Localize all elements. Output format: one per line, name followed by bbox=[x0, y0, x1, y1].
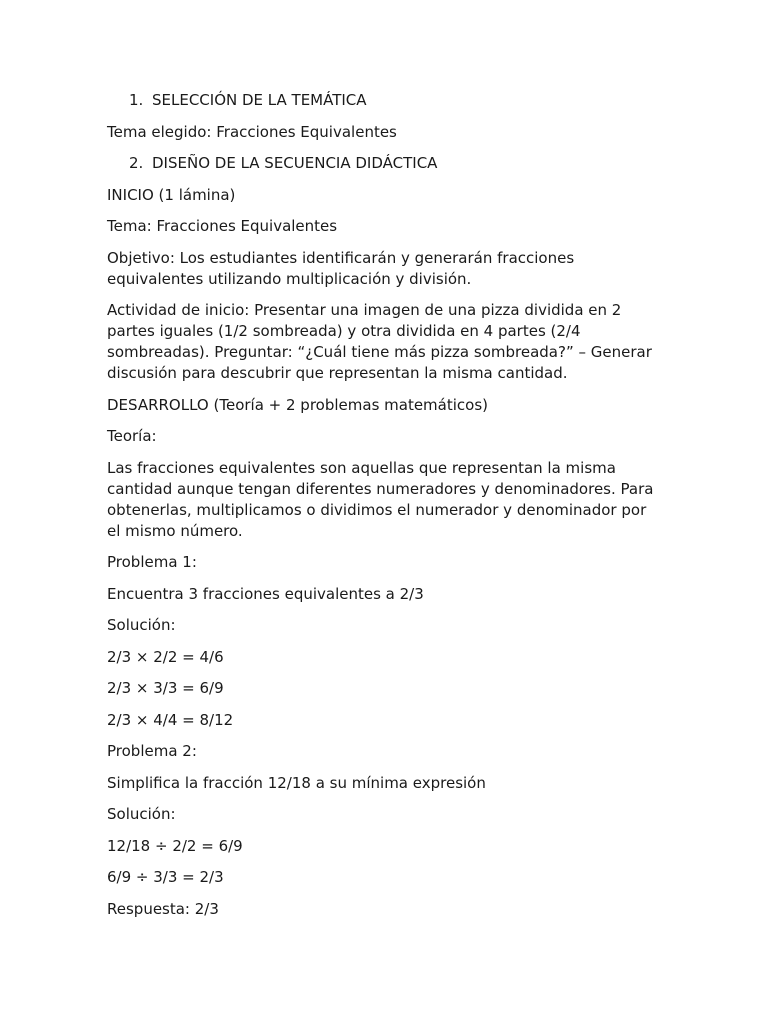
actividad-paragraph: Actividad de inicio: Presentar una imagen de una pizza dividida en 2 partes iguales (1/2 sombreada) y otra dividida en 4 partes (2/4 sombreadas). Preguntar: “¿Cuál tiene más pizza sombreada?” – Generar discusión para descubrir que representan la misma cantidad. bbox=[107, 301, 652, 382]
section-title: DISEÑO DE LA SECUENCIA DIDÁCTICA bbox=[152, 154, 438, 172]
inicio-heading: INICIO (1 lámina) bbox=[107, 185, 236, 204]
document-page bbox=[107, 90, 663, 930]
problema2-solution-label: Solución: bbox=[107, 805, 176, 823]
problema1-statement: Encuentra 3 fracciones equivalentes a 2/3 bbox=[107, 584, 424, 603]
teoria-label: Teoría: bbox=[107, 427, 157, 445]
problema1-label: Problema 1: bbox=[107, 553, 197, 571]
tema-line: Tema: Fracciones Equivalentes bbox=[107, 217, 338, 235]
objetivo-paragraph: Objetivo: Los estudiantes identificarán y generarán fracciones equivalentes utilizando multiplicación y división. bbox=[107, 248, 575, 288]
problema1-step: 2/3 × 4/4 = 8/12 bbox=[107, 710, 234, 729]
problema1-solution-label: Solución: bbox=[107, 616, 176, 634]
teoria-paragraph: Las fracciones equivalentes son aquellas que representan la misma cantidad aunque tengan diferentes numeradores y denominadores. Para obtenerlas, multiplicamos o dividimos el numerador y denominador por el mismo número. bbox=[107, 458, 654, 540]
section-heading-2 bbox=[107, 153, 663, 174]
problema2-step: 6/9 ÷ 3/3 = 2/3 bbox=[107, 868, 224, 886]
problema2-label: Problema 2: bbox=[107, 742, 197, 760]
problema2-answer: Respuesta: 2/3 bbox=[107, 899, 219, 918]
problema1-step: 2/3 × 2/2 = 4/6 bbox=[107, 647, 224, 666]
desarrollo-heading: DESARROLLO (Teoría + 2 problemas matemáticos) bbox=[107, 395, 489, 414]
section-title: SELECCIÓN DE LA TEMÁTICA bbox=[152, 91, 367, 109]
tema-elegido-line: Tema elegido: Fracciones Equivalentes bbox=[107, 122, 397, 141]
list-number: 1. bbox=[129, 91, 144, 109]
section-heading-1 bbox=[107, 90, 663, 111]
problema1-step: 2/3 × 3/3 = 6/9 bbox=[107, 679, 224, 697]
problema2-step: 12/18 ÷ 2/2 = 6/9 bbox=[107, 836, 243, 855]
problema2-statement: Simplifica la fracción 12/18 a su mínima expresión bbox=[107, 773, 486, 792]
list-number: 2. bbox=[129, 154, 144, 172]
